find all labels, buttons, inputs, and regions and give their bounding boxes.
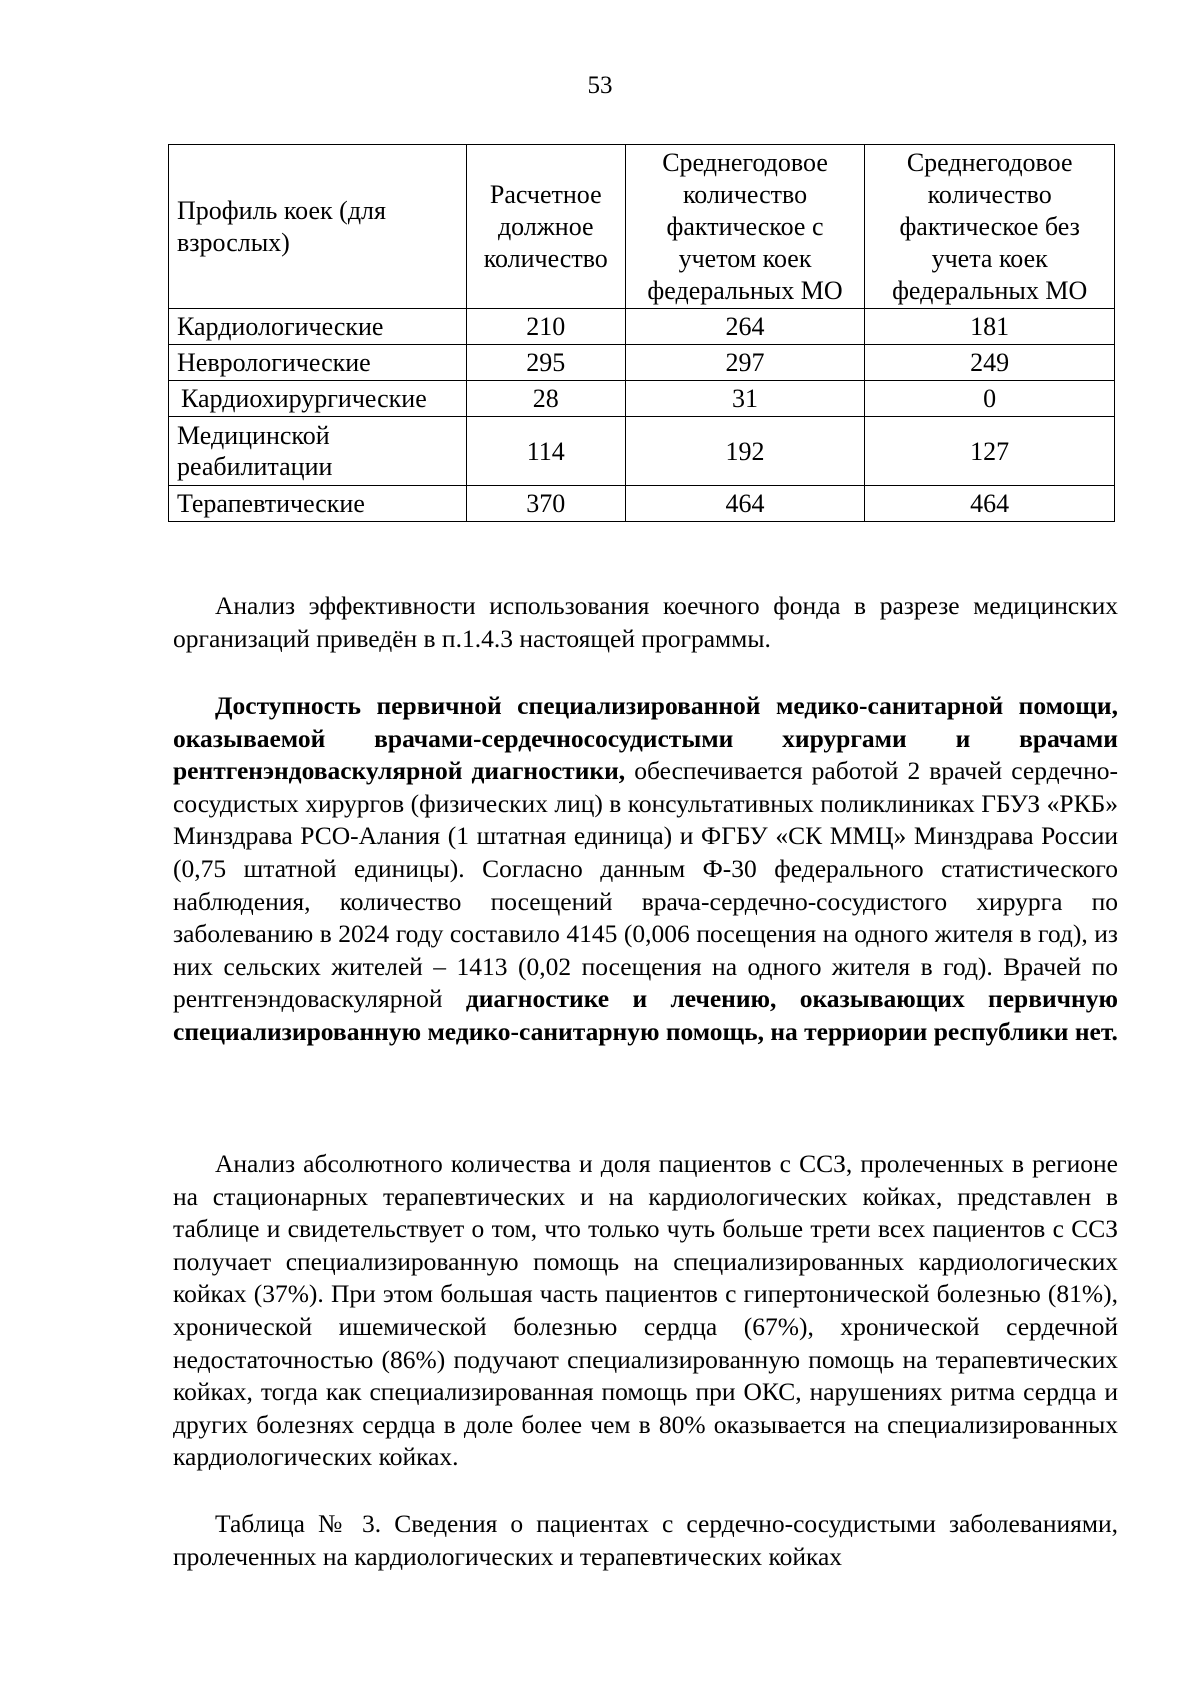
cell-value: 114 — [466, 417, 625, 486]
row-label: Медицинской реабилитации — [169, 417, 467, 486]
paragraph-surgeon-availability — [173, 690, 1118, 1049]
header-bed-profile: Профиль коек (для взрослых) — [169, 145, 467, 309]
cell-value: 464 — [865, 486, 1115, 522]
cell-value: 210 — [466, 309, 625, 345]
cell-value: 28 — [466, 381, 625, 417]
paragraph-bold-lead: Доступность первичной специализированной медико-санитарной помощи, оказываемой врачами-сердечнососудистыми хирургами и врачами рентгенэндоваскулярной диагностики, — [173, 691, 1118, 786]
table-header-row — [169, 145, 1115, 309]
cell-value: 31 — [625, 381, 865, 417]
header-actual-with-federal: Среднегодовое количество фактическое с учетом коек федеральных МО — [625, 145, 865, 309]
cell-value: 295 — [466, 345, 625, 381]
page-number: 53 — [587, 72, 613, 99]
table-row — [169, 417, 1115, 486]
table-row — [169, 309, 1115, 345]
row-label: Кардиохирургические — [169, 381, 467, 417]
row-label: Терапевтические — [169, 486, 467, 522]
cell-value: 264 — [625, 309, 865, 345]
paragraph-body-text: обеспечивается работой 2 врачей сердечно-сосудистых хирургов (физических лиц) в консультативных поликлиниках ГБУЗ «РКБ» Минздрава РСО-Алания (1 штатная единица) и ФГБУ «СК ММЦ» Минздрава России (0,75 штатной единицы). Согласно данным Ф-30 федерального статистического наблюдения, количество посещений врача-сердечно-сосудистого хирурга по заболеванию в 2024 году составило 4145 (0,006 посещения на одного жителя в год), из них сельских жителей – 1413 (0,02 посещения на одного жителя в год). Врачей по рентгенэндоваскулярной — [173, 756, 1119, 1014]
paragraph-bold-tail: диагностике и лечению, оказывающих первичную специализированную медико-санитарную помощь, на терриории республики нет. — [173, 984, 1118, 1046]
cell-value: 127 — [865, 417, 1115, 486]
table-row — [169, 345, 1115, 381]
cell-value: 249 — [865, 345, 1115, 381]
header-estimated-count: Расчетное должное количество — [466, 145, 625, 309]
cell-value: 181 — [865, 309, 1115, 345]
cell-value: 370 — [466, 486, 625, 522]
row-label: Кардиологические — [169, 309, 467, 345]
table-caption: Таблица № 3. Сведения о пациентах с сердечно-сосудистыми заболеваниями, пролеченных на кардиологических и терапевтических койках — [173, 1509, 1118, 1571]
bed-profile-table — [168, 144, 1115, 522]
paragraph-patient-analysis: Анализ абсолютного количества и доля пациентов с ССЗ, пролеченных в регионе на стационарных терапевтических и на кардиологических койках, представлен в таблице и свидетельствует о том, что только чуть больше трети всех пациентов с ССЗ получает специализированную помощь на специализированных кардиологических койках (37%). При этом большая часть пациентов с гипертонической болезнью (81%), хронической ишемической болезнью сердца (67%), хронической сердечной недостаточностью (86%) подучают специализированную помощь на терапевтических койках, тогда как специализированная помощь при ОКС, нарушениях ритма сердца и других болезнях сердца в доле более чем в 80% оказывается на специализированных кардиологических койках. — [173, 1149, 1118, 1472]
header-actual-without-federal: Среднегодовое количество фактическое без учета коек федеральных МО — [865, 145, 1115, 309]
cell-value: 192 — [625, 417, 865, 486]
table-row — [169, 486, 1115, 522]
table-row — [169, 381, 1115, 417]
paragraph-bed-fund-analysis: Анализ эффективности использования коечного фонда в разрезе медицинских организаций приведён в п.1.4.3 настоящей программы. — [173, 591, 1118, 653]
cell-value: 464 — [625, 486, 865, 522]
row-label: Неврологические — [169, 345, 467, 381]
cell-value: 297 — [625, 345, 865, 381]
cell-value: 0 — [865, 381, 1115, 417]
